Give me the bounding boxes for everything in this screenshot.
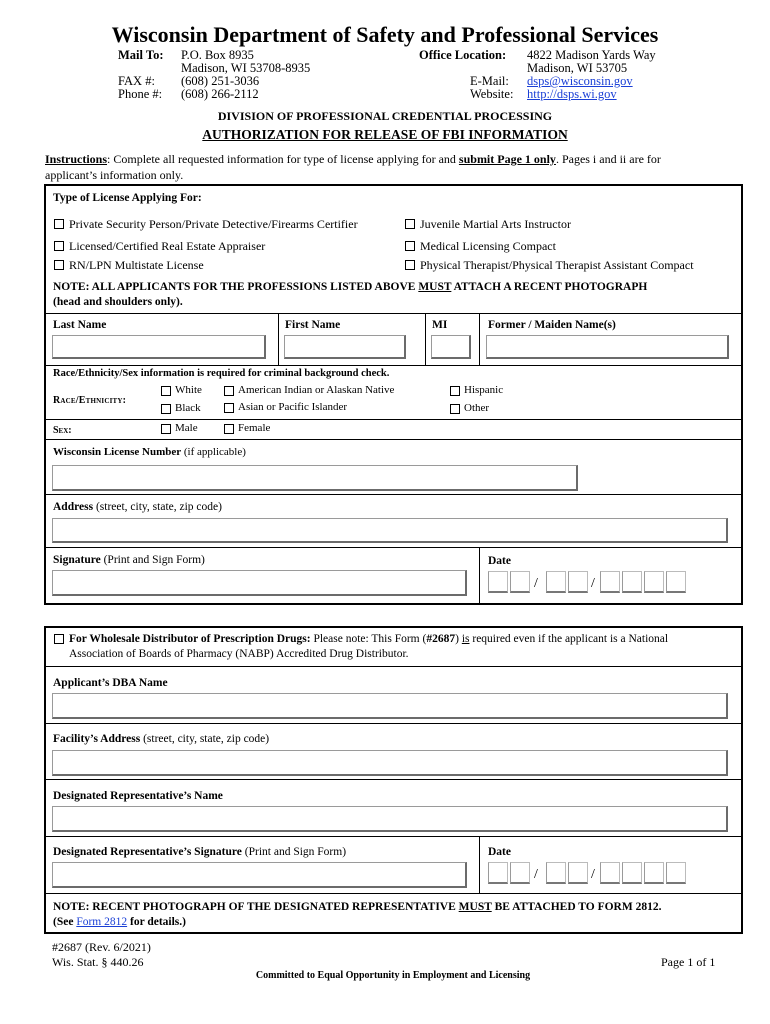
email-link[interactable]: dsps@wisconsin.gov	[527, 74, 633, 88]
signature-input[interactable]	[52, 570, 467, 596]
checkbox-male[interactable]	[161, 424, 171, 434]
form-2812-link[interactable]: Form 2812	[76, 916, 128, 928]
checkbox-white[interactable]	[161, 386, 171, 396]
license-option-label: Physical Therapist/Physical Therapist Assistant Compact	[420, 258, 694, 272]
license-option-label: RN/LPN Multistate License	[69, 258, 204, 272]
checkbox-hispanic[interactable]	[450, 386, 460, 396]
equal-opportunity-statement: Committed to Equal Opportunity in Employment and Licensing	[255, 970, 531, 981]
checkbox-american-indian[interactable]	[224, 386, 234, 396]
checkbox-pt-compact[interactable]	[405, 260, 415, 270]
website-label: Website:	[470, 87, 514, 101]
race-option-label: Hispanic	[464, 384, 504, 396]
office-label: Office Location:	[419, 48, 507, 62]
mi-label: MI	[432, 319, 448, 331]
rep-date-year-digit[interactable]	[644, 862, 664, 884]
sex-label: Sex:	[53, 425, 72, 436]
email-label: E-Mail:	[470, 74, 509, 88]
former-name-label: Former / Maiden Name(s)	[488, 319, 616, 331]
dba-label: Applicant’s DBA Name	[53, 677, 168, 689]
instructions-label: Instructions	[45, 152, 108, 166]
wholesale-heading: For Wholesale Distributor of Prescription Drugs: Please note: This Form (#2687) is required even if the applicant is a National Association of Boards of Pharmacy (NABP) Accredited Drug Distributor.	[69, 633, 669, 660]
date-year-digit[interactable]	[666, 571, 686, 593]
phone-value: (608) 266-2112	[181, 87, 259, 101]
mail-to-line1: P.O. Box 8935	[181, 48, 254, 62]
sex-option-label: Female	[238, 422, 271, 434]
date-day-digit[interactable]	[568, 571, 588, 593]
mail-to-line2: Madison, WI 53708-8935	[181, 61, 311, 75]
race-label: Race/Ethnicity:	[53, 395, 127, 406]
mail-to-label: Mail To:	[118, 48, 164, 62]
rep-date-year-digit[interactable]	[622, 862, 642, 884]
mi-input[interactable]	[431, 335, 471, 359]
address-label: Address (street, city, state, zip code)	[53, 501, 222, 513]
race-option-label: Other	[464, 402, 490, 414]
fax-label: FAX #:	[118, 74, 155, 88]
rep-photo-note: NOTE: RECENT PHOTOGRAPH OF THE DESIGNATED REPRESENTATIVE MUST BE ATTACHED TO FORM 2812. (See Form 2812 for details.)	[53, 901, 662, 928]
race-note: Race/Ethnicity/Sex information is required for criminal background check.	[53, 368, 390, 379]
office-line2: Madison, WI 53705	[527, 61, 628, 75]
rep-date-label: Date	[488, 846, 511, 858]
checkbox-medical-licensing-compact[interactable]	[405, 241, 415, 251]
rep-date-day-digit[interactable]	[568, 862, 588, 884]
page-title: Wisconsin Department of Safety and Professional Services	[111, 22, 659, 47]
date-year-digit[interactable]	[600, 571, 620, 593]
checkbox-black[interactable]	[161, 404, 171, 414]
division-heading: DIVISION OF PROFESSIONAL CREDENTIAL PROCESSING	[217, 109, 553, 123]
rep-date-month-digit[interactable]	[488, 862, 508, 884]
license-number-input[interactable]	[52, 465, 578, 491]
checkbox-real-estate-appraiser[interactable]	[54, 241, 64, 251]
rep-date-month-digit[interactable]	[510, 862, 530, 884]
facility-address-input[interactable]	[52, 750, 728, 776]
rep-date-year-digit[interactable]	[666, 862, 686, 884]
facility-address-label: Facility’s Address (street, city, state, zip code)	[53, 733, 270, 745]
phone-label: Phone #:	[118, 87, 163, 101]
photo-note: NOTE: ALL APPLICANTS FOR THE PROFESSIONS LISTED ABOVE MUST ATTACH A RECENT PHOTOGRAPH (head and shoulders only).	[53, 281, 648, 308]
date-month-digit[interactable]	[510, 571, 530, 593]
race-option-label: American Indian or Alaskan Native	[238, 384, 395, 396]
date-year-digit[interactable]	[622, 571, 642, 593]
form-number: #2687 (Rev. 6/2021)	[52, 940, 151, 954]
former-name-input[interactable]	[486, 335, 729, 359]
instructions: Instructions: Complete all requested information for type of license applying for and submit Page 1 only. Pages i and ii are for applicant’s information only.	[45, 152, 661, 182]
license-type-heading: Type of License Applying For:	[53, 192, 202, 204]
first-name-input[interactable]	[284, 335, 406, 359]
date-year-digit[interactable]	[644, 571, 664, 593]
last-name-label: Last Name	[53, 319, 107, 331]
rep-date-day-digit[interactable]	[546, 862, 566, 884]
signature-label: Signature (Print and Sign Form)	[53, 554, 205, 566]
rep-name-label: Designated Representative’s Name	[53, 790, 223, 802]
date-day-digit[interactable]	[546, 571, 566, 593]
checkbox-wholesale-distributor[interactable]	[54, 634, 64, 644]
website-link[interactable]: http://dsps.wi.gov	[527, 87, 617, 101]
checkbox-other[interactable]	[450, 404, 460, 414]
sex-option-label: Male	[175, 422, 198, 434]
checkbox-juvenile-martial-arts[interactable]	[405, 219, 415, 229]
checkbox-rn-lpn[interactable]	[54, 260, 64, 270]
license-option-label: Licensed/Certified Real Estate Appraiser	[69, 239, 266, 253]
page-number: Page 1 of 1	[661, 955, 716, 969]
date-month-digit[interactable]	[488, 571, 508, 593]
checkbox-female[interactable]	[224, 424, 234, 434]
race-option-label: Asian or Pacific Islander	[238, 401, 348, 413]
checkbox-asian-pacific[interactable]	[224, 403, 234, 413]
dba-input[interactable]	[52, 693, 728, 719]
last-name-input[interactable]	[52, 335, 266, 359]
fax-value: (608) 251-3036	[181, 74, 260, 88]
license-option-label: Private Security Person/Private Detective/Firearms Certifier	[69, 217, 358, 231]
date-label: Date	[488, 555, 511, 567]
license-number-label: Wisconsin License Number (if applicable)	[53, 446, 246, 458]
rep-date-year-digit[interactable]	[600, 862, 620, 884]
license-option-label: Medical Licensing Compact	[420, 239, 556, 253]
rep-signature-input[interactable]	[52, 862, 467, 888]
race-option-label: Black	[175, 402, 201, 414]
checkbox-private-security[interactable]	[54, 219, 64, 229]
office-line1: 4822 Madison Yards Way	[527, 48, 656, 62]
form-title: AUTHORIZATION FOR RELEASE OF FBI INFORMATION	[202, 127, 568, 142]
address-input[interactable]	[52, 518, 728, 543]
race-option-label: White	[175, 384, 202, 396]
rep-name-input[interactable]	[52, 806, 728, 832]
statute: Wis. Stat. § 440.26	[52, 955, 144, 969]
first-name-label: First Name	[285, 319, 341, 331]
rep-signature-label: Designated Representative’s Signature (Print and Sign Form)	[53, 846, 347, 858]
license-option-label: Juvenile Martial Arts Instructor	[420, 217, 571, 231]
